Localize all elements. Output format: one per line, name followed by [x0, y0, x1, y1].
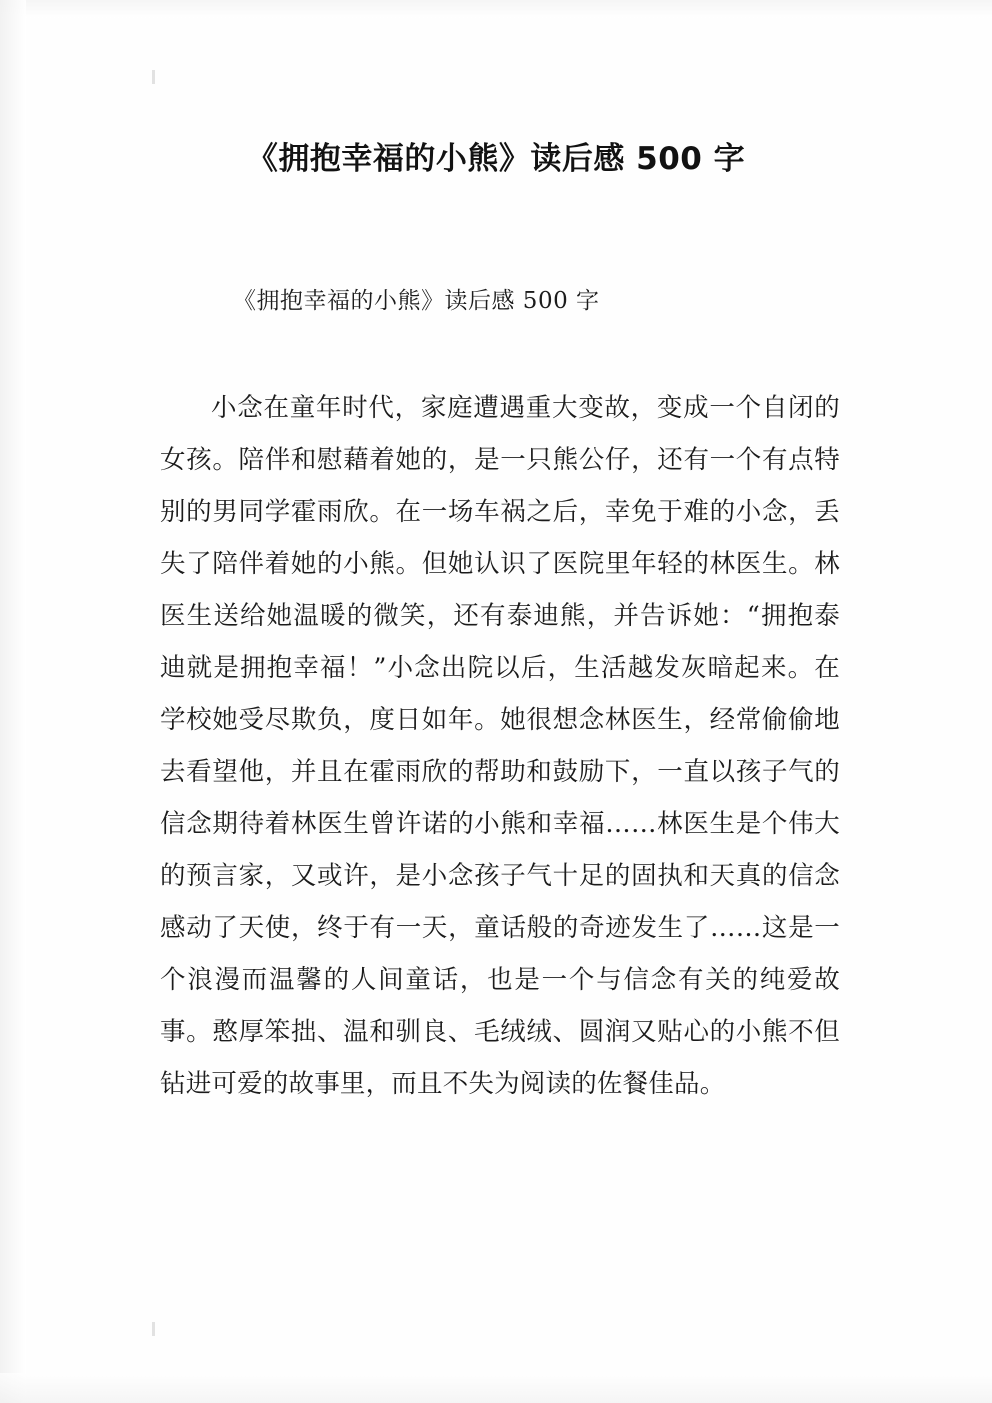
scan-artifact-bottom — [152, 1322, 155, 1336]
scan-edge-bottom — [0, 1373, 992, 1403]
scan-edge-left — [0, 0, 26, 1403]
scan-artifact-top — [152, 70, 155, 84]
document-subtitle: 《拥抱幸福的小熊》读后感 500 字 — [233, 288, 600, 314]
scan-edge-top — [0, 0, 992, 18]
body-paragraph: 小念在童年时代，家庭遭遇重大变故，变成一个自闭的女孩。陪伴和慰藉着她的，是一只熊公仔，还有一个有点特别的男同学霍雨欣。在一场车祸之后，幸免于难的小念，丢失了陪伴着她的小熊。但她认识了医院里年轻的林医生。林医生送给她温暖的微笑，还有泰迪熊，并告诉她：“拥抱泰迪就是拥抱幸福！”小念出院以后，生活越发灰暗起来。在学校她受尽欺负，度日如年。她很想念林医生，经常偷偷地去看望他，并且在霍雨欣的帮助和鼓励下，一直以孩子气的信念期待着林医生曾许诺的小熊和幸福……林医生是个伟大的预言家，又或许，是小念孩子气十足的固执和天真的信念感动了天使，终于有一天，童话般的奇迹发生了……这是一个浪漫而温馨的人间童话，也是一个与信念有关的纯爱故事。憨厚笨拙、温和驯良、毛绒绒、圆润又贴心的小熊不但钻进可爱的故事里，而且不失为阅读的佐餐佳品。 — [160, 393, 840, 1099]
page-title: 《拥抱幸福的小熊》读后感 500 字 — [246, 140, 746, 177]
